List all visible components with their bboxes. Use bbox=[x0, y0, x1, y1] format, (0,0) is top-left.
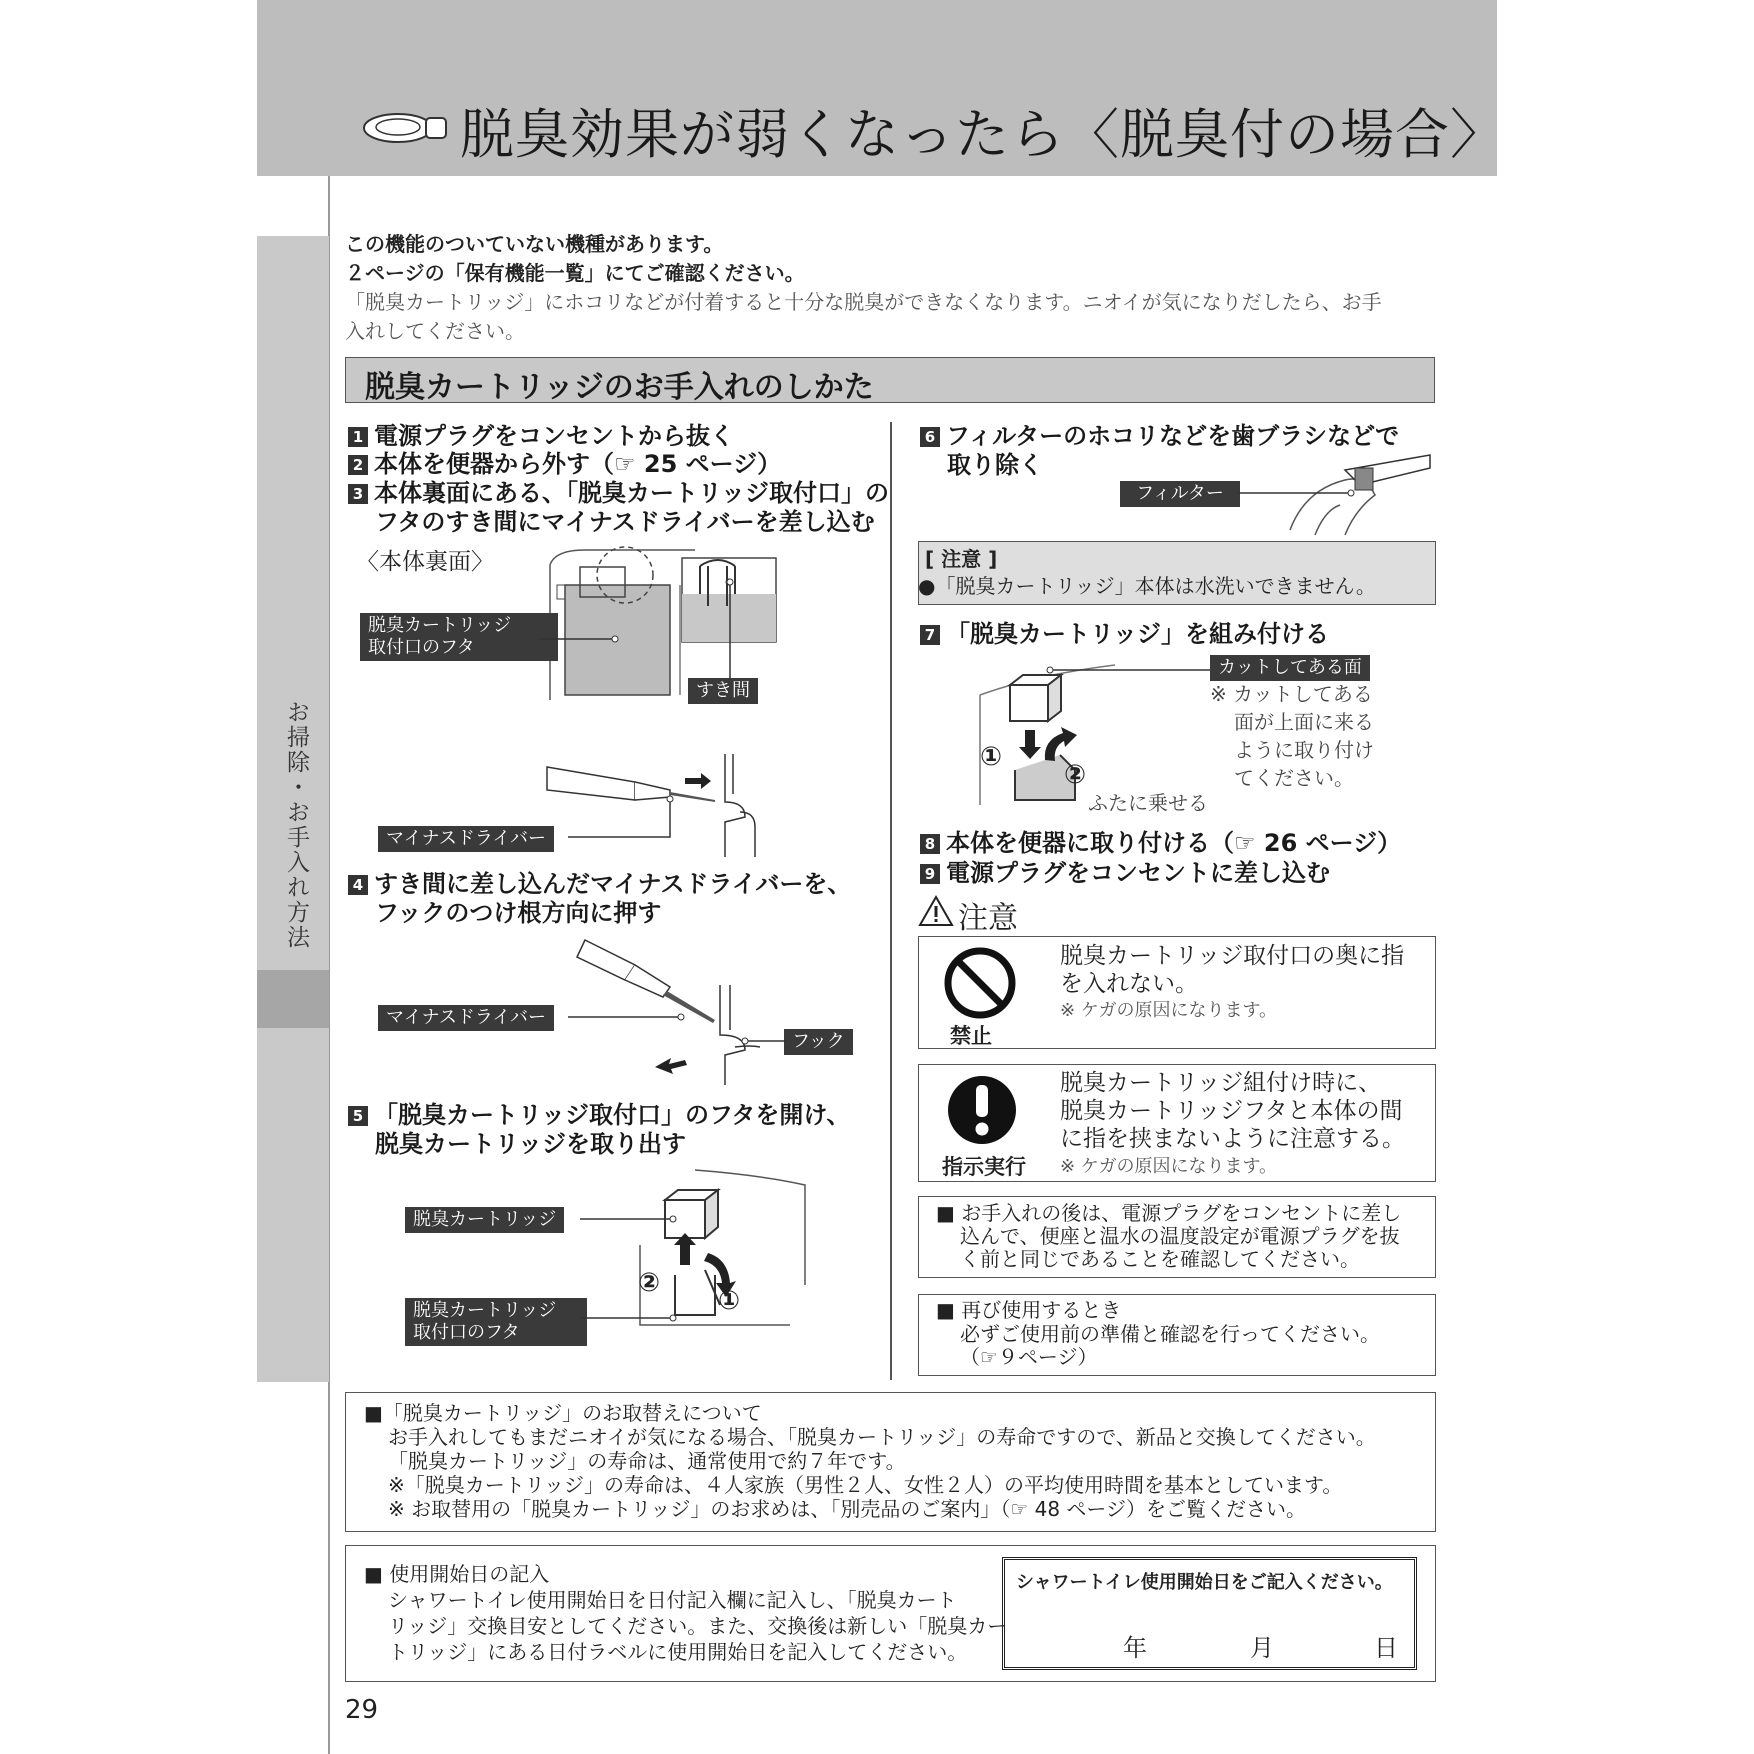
cut-note-line-4: てください。 bbox=[1234, 766, 1354, 790]
step-number: 1 bbox=[348, 427, 368, 447]
intro-line-2: ２ページの「保有機能一覧」にてご確認ください。 bbox=[345, 261, 805, 285]
mandatory-action-icon bbox=[945, 1073, 1019, 1147]
cartridge-label: 脱臭カートリッジ bbox=[405, 1207, 564, 1233]
instruction-line-1: 脱臭カートリッジ組付け時に、 bbox=[1060, 1070, 1382, 1096]
leader-line bbox=[568, 1012, 686, 1022]
instruction-line-2: 脱臭カートリッジフタと本体の間 bbox=[1060, 1098, 1403, 1124]
intro-line-3: 「脱臭カートリッジ」にホコリなどが付着すると十分な脱臭ができなくなります。ニオイが気になりだしたら、お手 bbox=[345, 290, 1382, 314]
caution-heading: 注意 bbox=[958, 901, 1018, 936]
step-7-text: 「脱臭カートリッジ」を組み付ける bbox=[946, 620, 1330, 648]
date-entry-title: シャワートイレ使用開始日をご記入ください。 bbox=[1016, 1572, 1393, 1593]
reuse-line-2: 必ずご使用前の準備と確認を行ってください。 bbox=[960, 1322, 1380, 1346]
cartridge-lid-label bbox=[360, 613, 558, 661]
leader-line bbox=[1045, 665, 1215, 675]
step-number: 7 bbox=[920, 625, 940, 645]
date-year-label: 年 bbox=[1123, 1634, 1147, 1662]
step-8-text: 本体を便器に取り付ける（☞ 26 ページ） bbox=[946, 829, 1402, 857]
prohibit-label: 禁止 bbox=[950, 1024, 992, 1048]
warning-triangle-icon bbox=[918, 895, 954, 927]
start-date-line-2: シャワートイレ使用開始日を日付記入欄に記入し、「脱臭カート bbox=[388, 1588, 957, 1612]
replacement-line-4: ※「脱臭カートリッジ」の寿命は、４人家族（男性２人、女性２人）の平均使用時間を基本としています。 bbox=[388, 1473, 1343, 1497]
step-1-text: 電源プラグをコンセントから抜く bbox=[374, 422, 734, 450]
prohibit-note: ※ ケガの原因になります。 bbox=[1060, 1000, 1278, 1021]
prohibit-line-2: を入れない。 bbox=[1060, 971, 1198, 997]
step-3-line-1: 本体裏面にある、「脱臭カートリッジ取付口」の bbox=[374, 479, 890, 507]
after-care-line-1: ■ お手入れの後は、電源プラグをコンセントに差し bbox=[936, 1201, 1402, 1225]
step-1 bbox=[348, 422, 734, 450]
step-7 bbox=[920, 620, 1329, 648]
step-number: 2 bbox=[348, 455, 368, 475]
driver-push-illustration bbox=[575, 935, 775, 1085]
intro-line-4: 入れしてください。 bbox=[345, 319, 525, 343]
circle-1-marker: ① bbox=[980, 742, 1003, 772]
caution-note-text: ●「脱臭カートリッジ」本体は水洗いできません。 bbox=[918, 574, 1376, 598]
cartridge-lid-label-2-line-1: 脱臭カートリッジ bbox=[413, 1300, 557, 1321]
gap-label: すき間 bbox=[688, 678, 758, 704]
replacement-line-3: 「脱臭カートリッジ」の寿命は、通常使用で約７年です。 bbox=[388, 1449, 906, 1473]
prohibit-line-1: 脱臭カートリッジ取付口の奥に指 bbox=[1060, 943, 1405, 969]
cartridge-lid-label-2-line-2: 取付口のフタ bbox=[413, 1322, 520, 1343]
step-4 bbox=[348, 870, 851, 898]
step-number: 4 bbox=[348, 875, 368, 895]
start-date-line-1: ■ 使用開始日の記入 bbox=[364, 1562, 550, 1586]
step-number: 6 bbox=[920, 427, 940, 447]
step-9-text: 電源プラグをコンセントに差し込む bbox=[946, 859, 1330, 887]
leader-line bbox=[725, 578, 735, 680]
step-6-line-2: 取り除く bbox=[947, 451, 1043, 479]
driver-label-1: マイナスドライバー bbox=[378, 826, 554, 852]
cut-note-line-1: ※ カットしてある bbox=[1210, 682, 1373, 706]
leader-line bbox=[540, 636, 620, 642]
leader-line bbox=[740, 1036, 786, 1046]
cartridge-lid-label-line-2: 取付口のフタ bbox=[368, 637, 475, 658]
place-on-lid-label: ふたに乗せる bbox=[1088, 791, 1208, 815]
prohibit-icon bbox=[943, 946, 1017, 1020]
driver-label-2: マイナスドライバー bbox=[378, 1005, 554, 1031]
step-number: 9 bbox=[920, 864, 940, 884]
step-6 bbox=[920, 422, 1399, 450]
leader-line bbox=[1238, 488, 1358, 498]
after-care-line-2: 込んで、便座と温水の温度設定が電源プラグを抜 bbox=[960, 1224, 1400, 1248]
leader-line bbox=[568, 795, 678, 840]
leader-line bbox=[580, 1313, 680, 1323]
step-number: 8 bbox=[920, 834, 940, 854]
date-month-label: 月 bbox=[1250, 1634, 1274, 1662]
page-number: 29 bbox=[345, 1695, 379, 1725]
circle-2-marker: ② bbox=[1064, 760, 1087, 790]
step-8 bbox=[920, 829, 1401, 857]
step-5 bbox=[348, 1101, 850, 1129]
step-6-line-1: フィルターのホコリなどを歯ブラシなどで bbox=[946, 422, 1400, 450]
circle-1-marker: ① bbox=[718, 1286, 741, 1316]
date-day-label: 日 bbox=[1374, 1634, 1398, 1662]
instruction-note: ※ ケガの原因になります。 bbox=[1060, 1156, 1278, 1177]
column-divider bbox=[890, 422, 892, 1380]
step-2-text: 本体を便器から外す（☞ 25 ページ） bbox=[374, 450, 782, 478]
reuse-line-1: ■ 再び使用するとき bbox=[936, 1298, 1122, 1322]
circle-2-marker: ② bbox=[638, 1268, 661, 1298]
step-3-line-2: フタのすき間にマイナスドライバーを差し込む bbox=[375, 508, 875, 536]
step-9 bbox=[920, 859, 1330, 887]
toilet-seat-icon bbox=[360, 108, 448, 152]
start-date-line-4: トリッジ」にある日付ラベルに使用開始日を記入してください。 bbox=[388, 1640, 968, 1664]
hook-label: フック bbox=[784, 1029, 853, 1055]
leader-line bbox=[580, 1214, 680, 1224]
cartridge-lid-label-line-1: 脱臭カートリッジ bbox=[368, 615, 512, 636]
instruction-label: 指示実行 bbox=[942, 1155, 1026, 1179]
filter-label: フィルター bbox=[1120, 481, 1240, 507]
after-care-line-3: く前と同じであることを確認してください。 bbox=[960, 1247, 1360, 1271]
cut-note-line-3: ように取り付け bbox=[1234, 738, 1374, 762]
section-title: 脱臭カートリッジのお手入れのしかた bbox=[365, 370, 874, 405]
step-4-line-2: フックのつけ根方向に押す bbox=[375, 899, 662, 927]
start-date-line-3: リッジ」交換目安としてください。また、交換後は新しい「脱臭カー bbox=[388, 1614, 1008, 1638]
cut-face-label: カットしてある面 bbox=[1210, 655, 1370, 681]
intro-line-1: この機能のついていない機種があります。 bbox=[345, 232, 724, 256]
step-5-line-1: 「脱臭カートリッジ取付口」のフタを開け、 bbox=[374, 1101, 851, 1129]
replacement-line-2: お手入れしてもまだニオイが気になる場合、「脱臭カートリッジ」の寿命ですので、新品と交換してください。 bbox=[388, 1425, 1376, 1449]
instruction-line-3: に指を挟まないように注意する。 bbox=[1060, 1126, 1405, 1152]
reuse-line-3: （☞９ページ） bbox=[960, 1345, 1098, 1369]
step-number: 5 bbox=[348, 1106, 368, 1126]
cut-note-line-2: 面が上面に来る bbox=[1234, 710, 1374, 734]
cartridge-removal-illustration bbox=[620, 1165, 810, 1330]
side-tab-label: お掃除・お手入れ方法 bbox=[283, 700, 309, 950]
side-tab-marker bbox=[257, 970, 329, 1028]
step-3 bbox=[348, 479, 889, 507]
back-view-label: 〈本体裏面〉 bbox=[356, 549, 494, 575]
replacement-line-5: ※ お取替用の「脱臭カートリッジ」のお求めは、「別売品のご案内」（☞ 48 ページ）をご覧ください。 bbox=[388, 1497, 1307, 1521]
caution-note-title: [ 注意 ] bbox=[925, 547, 998, 571]
cartridge-lid-label-2 bbox=[405, 1298, 587, 1346]
replacement-line-1: ■「脱臭カートリッジ」のお取替えについて bbox=[364, 1401, 762, 1425]
step-4-line-1: すき間に差し込んだマイナスドライバーを、 bbox=[374, 870, 852, 898]
step-5-line-2: 脱臭カートリッジを取り出す bbox=[375, 1130, 687, 1158]
page-title: 脱臭効果が弱くなったら〈脱臭付の場合〉 bbox=[460, 103, 1505, 166]
step-2 bbox=[348, 450, 781, 478]
step-number: 3 bbox=[348, 484, 368, 504]
